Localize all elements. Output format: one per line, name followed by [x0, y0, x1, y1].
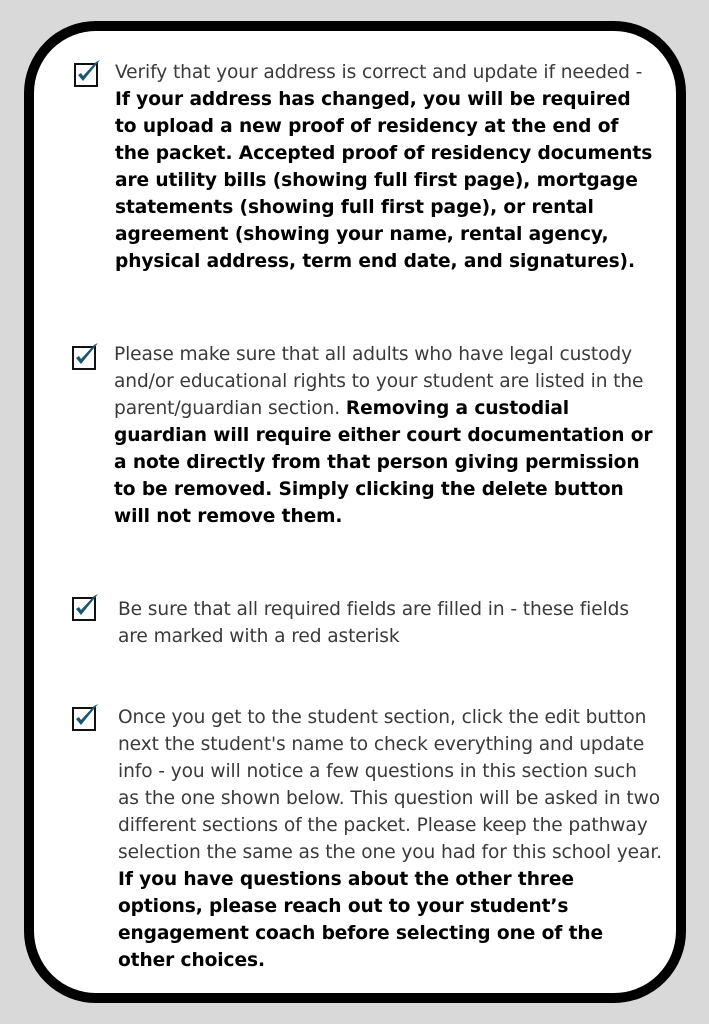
- item-regular-text: Once you get to the student section, click the edit button next the student's name to check everything and update info - you will notice a few questions in this section such as the one shown below. This question will be asked in two different sections of the packet. Please keep the pathway selection the same as the one you had for this school year.: [118, 707, 662, 863]
- item-bold-text: If your address has changed, you will be required to upload a new proof of residency at the end of the packet. Accepted proof of residency documents are utility bills (showing full first page), mortgage statements (showing full first page), or rental agreement (showing your name, rental agency, physical address, term end date, and signatures).: [115, 89, 653, 272]
- checked-checkbox-icon[interactable]: [74, 63, 98, 87]
- checklist-item-text: [118, 596, 638, 650]
- item-bold-text: If you have questions about the other three options, please reach out to your student’s engagement coach before selecting one of the other choices.: [118, 869, 604, 971]
- checklist-item-text: [118, 704, 663, 974]
- checklist-card: [24, 21, 686, 1003]
- checked-checkbox-icon[interactable]: [72, 707, 96, 731]
- item-regular-text: Verify that your address is correct and update if needed -: [115, 62, 643, 83]
- item-bold-text: Removing a custodial guardian will require either court documentation or a note directly from that person giving permission to be removed. Simply clicking the delete button will not remove them.: [114, 398, 653, 527]
- checked-checkbox-icon[interactable]: [72, 346, 96, 370]
- item-regular-text: Be sure that all required fields are filled in - these fields are marked with a red asterisk: [118, 599, 629, 647]
- checklist-item-text: [114, 341, 659, 530]
- checklist-item-text: [115, 59, 655, 275]
- item-regular-text: Please make sure that all adults who have legal custody and/or educational rights to your student are listed in the parent/guardian section.: [114, 344, 644, 419]
- checked-checkbox-icon[interactable]: [72, 597, 96, 621]
